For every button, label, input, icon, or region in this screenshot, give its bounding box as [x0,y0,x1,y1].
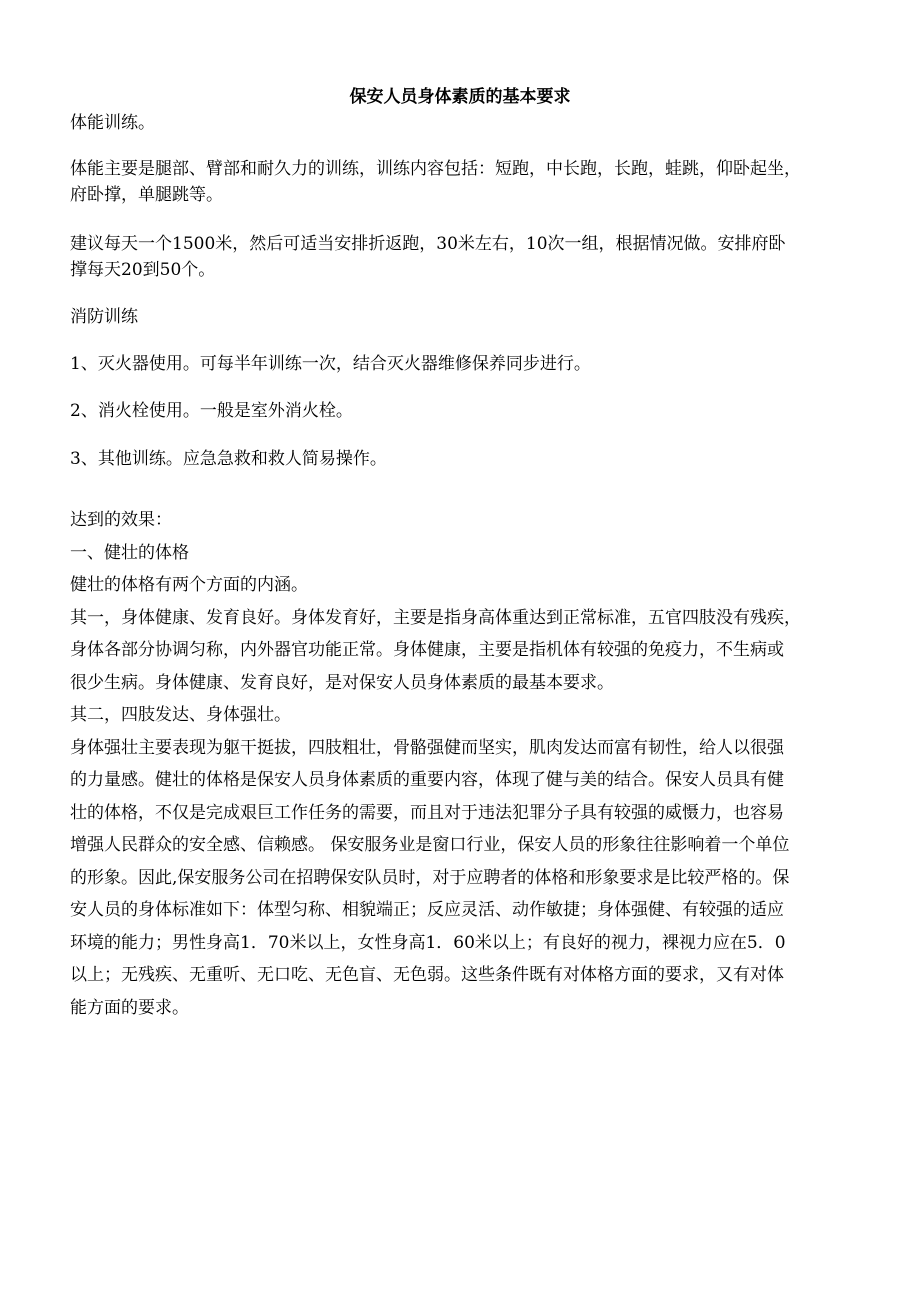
paragraph-line: 撑每天20到50个。 [70,260,216,280]
paragraph-line: 以上；无残疾、无重听、无口吃、无色盲、无色弱。这些条件既有对体格方面的要求，又有对体 [70,965,784,985]
list-item: 2、消火栓使用。一般是室外消火栓。 [70,401,353,421]
list-item: 3、其他训练。应急急救和救人简易操作。 [70,449,387,469]
paragraph-line: 安人员的身体标准如下：体型匀称、相貌端正；反应灵活、动作敏捷；身体强健、有较强的适应 [70,900,784,920]
paragraph-fire-training-heading: 消防训练 [70,307,138,327]
paragraph-subheading: 一、健壮的体格 [70,543,189,563]
list-item: 1、灭火器使用。可每半年训练一次，结合灭火器维修保养同步进行。 [70,354,591,374]
paragraph-line: 增强人民群众的安全感、信赖感。 保安服务业是窗口行业，保安人员的形象往往影响着一个单位 [70,835,790,855]
paragraph-line: 其一，身体健康、发育良好。身体发育好，主要是指身高体重达到正常标准，五官四肢没有残疾， [70,608,801,628]
paragraph-line: 身体各部分协调匀称，内外器官功能正常。身体健康，主要是指机体有较强的免疫力，不生病或 [70,640,784,660]
document-title: 保安人员身体素质的基本要求 [349,87,571,107]
paragraph-line: 的力量感。健壮的体格是保安人员身体素质的重要内容，体现了健与美的结合。保安人员具有健 [70,770,784,790]
paragraph-line: 很少生病。身体健康、发育良好，是对保安人员身体素质的最基本要求。 [70,673,614,693]
paragraph-results-heading: 达到的效果： [70,510,172,530]
paragraph-line: 府卧撑，单腿跳等。 [70,185,223,205]
paragraph-line: 体能主要是腿部、臂部和耐久力的训练，训练内容包括：短跑，中长跑，长跑，蛙跳，仰卧起坐， [70,159,801,179]
paragraph-line: 环境的能力；男性身高1．70米以上，女性身高1．60米以上；有良好的视力，裸视力应在5．0 [70,933,786,953]
paragraph-line: 身体强壮主要表现为躯干挺拔，四肢粗壮，骨骼强健而坚实，肌肉发达而富有韧性，给人以很强 [70,738,784,758]
paragraph-line: 壮的体格，不仅是完成艰巨工作任务的需要，而且对于违法犯罪分子具有较强的威慑力，也容易 [70,803,784,823]
paragraph-line: 的形象。因此,保安服务公司在招聘保安队员时，对于应聘者的体格和形象要求是比较严格的。保 [70,868,790,888]
paragraph-line: 建议每天一个1500米，然后可适当安排折返跑，30米左右，10次一组，根据情况做。安排府卧 [70,234,786,254]
paragraph-physical-training-heading: 体能训练。 [70,113,155,133]
paragraph-line: 其二，四肢发达、身体强壮。 [70,705,291,725]
paragraph-line: 能方面的要求。 [70,998,189,1018]
paragraph-line: 健壮的体格有两个方面的内涵。 [70,575,308,595]
